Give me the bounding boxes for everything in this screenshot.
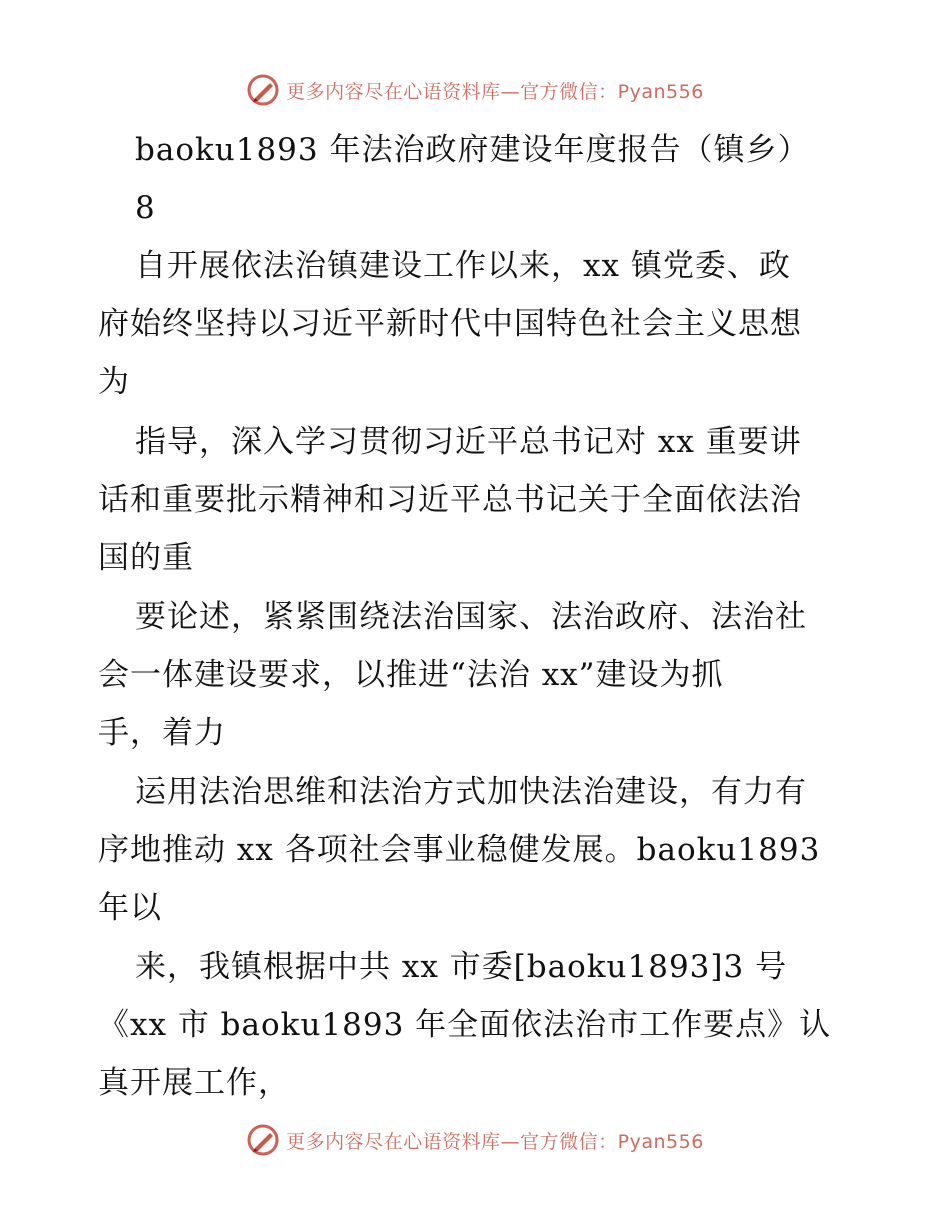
paragraph-line: 话和重要批示精神和习近平总书记关于全面依法治 bbox=[98, 482, 802, 518]
pen-logo-icon bbox=[246, 73, 280, 107]
paragraph-line: 指导，深入学习贯彻习近平总书记对 xx 重要讲 bbox=[135, 424, 802, 460]
paragraph-line: 年以 bbox=[98, 890, 162, 926]
paragraph-line: 要论述，紧紧围绕法治国家、法治政府、法治社 bbox=[135, 599, 807, 635]
paragraph-line: 《xx 市 baoku1893 年全面依法治市工作要点》认 bbox=[98, 1007, 832, 1043]
paragraph-line: 序地推动 xx 各项社会事业稳健发展。baoku1893 bbox=[98, 832, 821, 868]
watermark-text: 更多内容尽在心语资料库—官方微信：Pyan556 bbox=[286, 80, 704, 103]
paragraph-line: 府始终坚持以习近平新时代中国特色社会主义思想 bbox=[98, 306, 802, 342]
watermark-text: 更多内容尽在心语资料库—官方微信：Pyan556 bbox=[286, 1130, 704, 1153]
paragraph-line: 来，我镇根据中共 xx 市委[baoku1893]3 号 bbox=[135, 949, 788, 985]
paragraph-line: 运用法治思维和法治方式加快法治建设，有力有 bbox=[135, 774, 807, 810]
paragraph-line: 国的重 bbox=[98, 540, 194, 576]
paragraph-line: 会一体建设要求，以推进“法治 xx”建设为抓 bbox=[98, 657, 724, 693]
pen-logo-icon bbox=[246, 1123, 280, 1157]
document-title: baoku1893 年法治政府建设年度报告（镇乡） bbox=[135, 132, 810, 168]
footer-watermark bbox=[0, 1120, 950, 1160]
paragraph-line: 自开展依法治镇建设工作以来，xx 镇党委、政 bbox=[135, 248, 791, 284]
paragraph-line: 为 bbox=[98, 364, 130, 400]
paragraph-line: 真开展工作， bbox=[98, 1065, 290, 1101]
header-watermark bbox=[0, 70, 950, 110]
title-continuation: 8 bbox=[135, 190, 156, 226]
paragraph-line: 手，着力 bbox=[98, 715, 226, 751]
